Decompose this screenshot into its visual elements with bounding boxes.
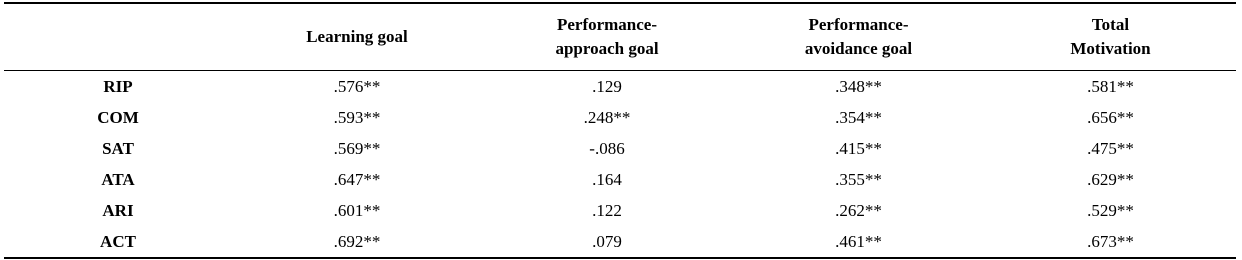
header-text: Learning goal [306,26,408,46]
table-header [4,3,1236,70]
header-cell-total-motivation [985,3,1236,70]
table-row [4,164,1236,195]
table-cell: .079 [482,226,732,258]
header-cell-empty [4,3,232,70]
header-cell-performance-avoidance-goal [732,3,985,70]
table-cell: .415** [835,138,882,158]
row-label: ARI [102,200,134,220]
table-cell: .529** [1087,200,1134,220]
table-cell: .593** [333,107,381,127]
table-cell: .355** [835,169,882,189]
row-label: ATA [101,169,135,189]
table-row [4,70,1236,102]
row-label: COM [97,107,139,127]
table-row [4,226,1236,258]
header-text: Total [1091,14,1130,34]
table-cell: .248** [583,107,631,127]
table-cell: .475** [1087,138,1134,158]
table-cell: .348** [835,76,882,96]
table-row [4,133,1236,164]
header-cell-performance-approach-goal [482,3,732,70]
table-row [4,195,1236,226]
table-cell: .122 [592,200,622,220]
table-body [4,70,1236,258]
header-row [4,3,1236,70]
row-label: SAT [102,138,134,158]
row-label: RIP [103,76,133,96]
table-row [4,102,1236,133]
table-cell: -.086 [589,138,625,158]
table-cell: .569** [333,138,381,158]
table-cell: .262** [835,200,882,220]
header-text: avoidance goal [804,38,913,58]
table-cell: .673** [985,226,1236,258]
header-text: Performance- [556,14,658,34]
table-cell: .461** [732,226,985,258]
table-cell: .601** [333,200,381,220]
table-cell: .576** [333,76,381,96]
table-cell: .354** [835,107,882,127]
table-cell: .129 [592,76,622,96]
header-text: Motivation [1070,38,1151,58]
correlation-table [4,2,1236,259]
table-cell: .647** [333,169,381,189]
table-cell: .656** [1087,107,1134,127]
table-cell: .581** [1087,76,1134,96]
header-cell-learning-goal [232,3,482,70]
header-text: Performance- [808,14,909,34]
table-cell: .692** [232,226,482,258]
row-label: ACT [4,226,232,258]
header-text: approach goal [555,38,659,58]
table-cell: .164 [592,169,622,189]
table-cell: .629** [1087,169,1134,189]
